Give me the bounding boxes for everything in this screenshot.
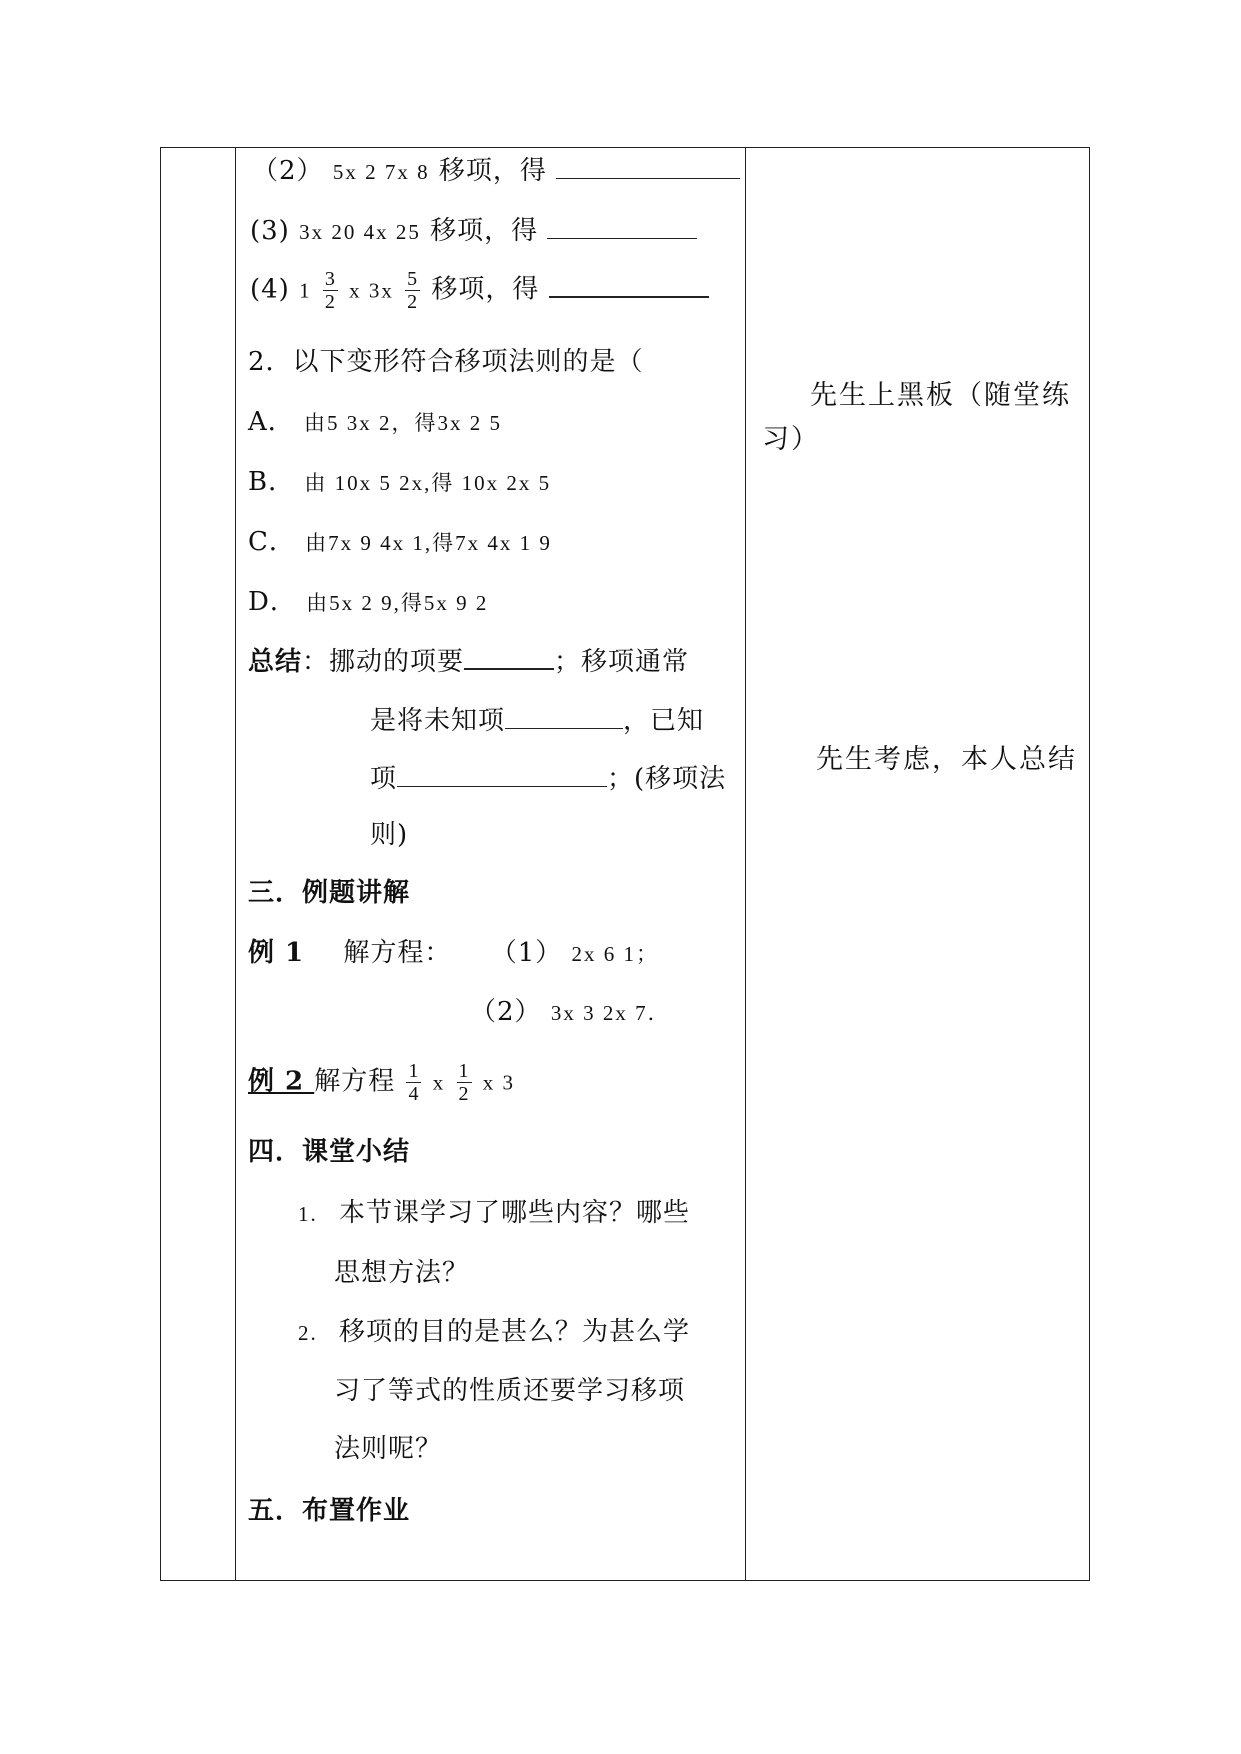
- option-text: 由 10x 5 2x,得 10x 2x 5: [304, 471, 552, 495]
- summary-text: ，已知: [623, 706, 705, 736]
- summary-text: 是将未知项: [370, 706, 506, 736]
- option-label: C．: [248, 527, 296, 557]
- denominator: 2: [407, 291, 419, 313]
- section-heading: 四．课堂小结: [248, 1137, 411, 1167]
- list-text: 移项的目的是甚么？为甚么学: [339, 1317, 691, 1347]
- instruction-text: 移项，得: [438, 156, 547, 186]
- option-label: D．: [248, 587, 297, 617]
- summary-text: ；移项通常: [554, 647, 690, 677]
- list-text: 思想方法？: [334, 1258, 470, 1288]
- question-stem: 2．以下变形符合移项法则的是（: [248, 347, 644, 377]
- teacher-note-1: [762, 374, 1080, 462]
- fraction: [406, 1060, 421, 1105]
- numerator: 5: [407, 268, 419, 290]
- fraction: [457, 1060, 472, 1105]
- summary-text: 项: [370, 764, 398, 794]
- equation: 3x 3 2x 7．: [550, 1001, 671, 1025]
- section-heading: 三．例题讲解: [248, 878, 411, 908]
- answer-blank[interactable]: [464, 642, 554, 670]
- summary-question-2: [298, 1315, 690, 1350]
- denominator: 4: [408, 1083, 420, 1105]
- denominator: 2: [458, 1083, 470, 1105]
- equation-part: 1: [299, 278, 312, 303]
- list-text: 本节课学习了哪些内容？哪些: [339, 1198, 691, 1228]
- exercise-item-4: [250, 268, 709, 313]
- item-label: （2）: [252, 156, 324, 186]
- column-divider-1: [235, 148, 236, 1580]
- answer-blank[interactable]: [556, 152, 740, 179]
- example-1: [248, 936, 659, 971]
- note-text: 习）: [762, 424, 820, 455]
- answer-blank[interactable]: [549, 270, 709, 298]
- part-label: （2）: [470, 997, 542, 1027]
- equation: 5x 2 7x 8: [332, 160, 430, 184]
- summary-line-3: [370, 760, 726, 796]
- summary-text: ：挪动的项要: [302, 647, 465, 677]
- summary-line-2: [370, 702, 704, 738]
- example-1-part-2: [470, 995, 671, 1030]
- section-heading: 五．布置作业: [248, 1496, 411, 1526]
- summary-text: ；(移项法: [607, 764, 727, 794]
- example-text: 解方程：: [343, 938, 452, 968]
- fraction: [323, 268, 338, 313]
- exercise-item-2: [252, 152, 740, 189]
- fraction: [405, 268, 420, 313]
- example-label: 例 1: [248, 938, 305, 968]
- example-label: 例 2: [248, 1066, 315, 1097]
- answer-blank[interactable]: [397, 760, 607, 787]
- part-label: （1）: [490, 938, 563, 968]
- equation: 3x 20 4x 25: [299, 220, 421, 244]
- option-label: A．: [248, 407, 295, 437]
- option-b: [248, 465, 551, 500]
- option-text: 由7x 9 4x 1,得7x 4x 1 9: [305, 531, 552, 555]
- numerator: 1: [408, 1060, 420, 1082]
- answer-blank[interactable]: [505, 702, 623, 729]
- option-label: B．: [248, 467, 296, 497]
- option-text: 由5 3x 2，得3x 2 5: [304, 411, 503, 435]
- answer-blank[interactable]: [547, 212, 697, 239]
- equation-part: x: [432, 1070, 446, 1095]
- equation-part: x 3x: [349, 278, 394, 303]
- numerator: 1: [458, 1060, 470, 1082]
- note-text: 先生上黑板（随堂练: [810, 380, 1071, 411]
- summary-question-1: [298, 1196, 690, 1231]
- denominator: 2: [324, 291, 336, 313]
- option-d: [248, 585, 488, 620]
- example-text: 解方程: [314, 1066, 396, 1097]
- equation: 2x 6 1；: [571, 942, 660, 966]
- list-text: 法则呢？: [334, 1434, 443, 1464]
- equation-part: x 3: [482, 1070, 516, 1095]
- option-c: [248, 525, 552, 560]
- option-text: 由5x 2 9,得5x 9 2: [306, 591, 489, 615]
- teacher-note-2: 先生考虑，本人总结: [816, 744, 1077, 775]
- exercise-item-3: [250, 212, 697, 249]
- item-label: (3): [250, 216, 290, 246]
- summary-text: 则): [370, 820, 409, 850]
- instruction-text: 移项，得: [431, 274, 540, 305]
- summary-line-1: [248, 642, 689, 679]
- list-number: 2.: [298, 1321, 318, 1345]
- list-number: 1.: [298, 1202, 318, 1226]
- item-label: (4): [250, 274, 290, 305]
- list-text: 习了等式的性质还要学习移项: [334, 1376, 686, 1406]
- column-divider-2: [745, 148, 746, 1580]
- summary-label: 总结: [248, 647, 303, 677]
- numerator: 3: [324, 268, 336, 290]
- option-a: [248, 405, 502, 440]
- instruction-text: 移项，得: [430, 216, 539, 246]
- example-2: [248, 1060, 515, 1105]
